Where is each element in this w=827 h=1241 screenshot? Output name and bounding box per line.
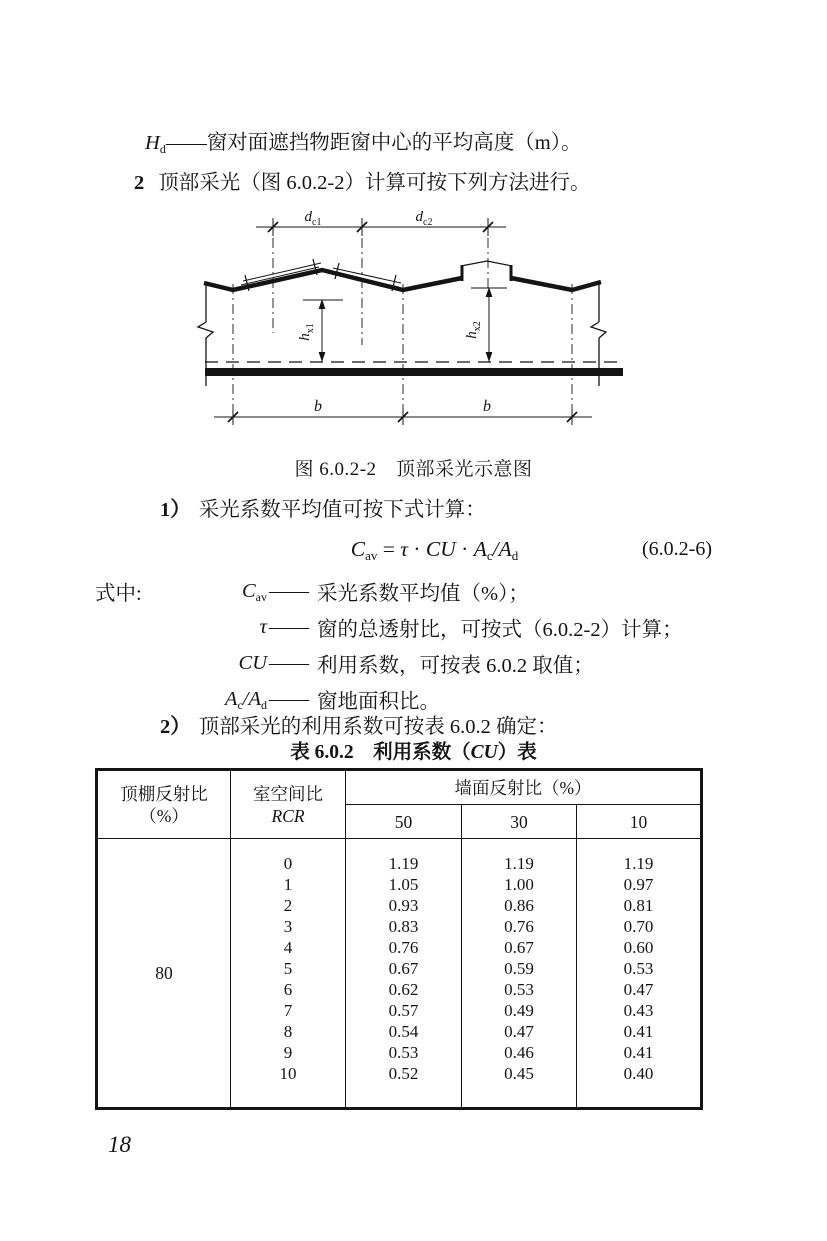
sub-item-1-number: 1）	[160, 499, 191, 521]
sub-item-2-number: 2）	[160, 716, 191, 738]
table-spacer-cell	[577, 1085, 702, 1109]
hd-variable: $H_d$	[145, 132, 166, 156]
hd-description: 窗对面遮挡物距窗中心的平均高度（m）。	[206, 132, 582, 154]
rcr-cell: 2	[231, 896, 346, 917]
cu-cell: 0.62	[346, 980, 462, 1001]
centerlines	[233, 218, 572, 423]
rcr-cell: 6	[231, 980, 346, 1001]
cu-cell: 0.57	[346, 1001, 462, 1022]
cu-cell: 0.86	[462, 896, 577, 917]
label-dc1: $d_{c1}$	[304, 209, 322, 228]
definition-desc-ac-ad: 窗地面积比。	[317, 691, 440, 713]
figure-6-0-2-2	[190, 200, 635, 440]
table-spacer-cell	[462, 1085, 577, 1109]
cu-cell: 0.41	[577, 1043, 702, 1064]
cu-cell: 0.40	[577, 1064, 702, 1085]
monitor-top-line	[461, 261, 512, 266]
definition-row	[95, 609, 730, 645]
definition-desc-tau: 窗的总透射比，可按式（6.0.2-2）计算；	[317, 619, 683, 641]
cu-cell: 0.76	[462, 917, 577, 938]
definition-dash: ——	[269, 579, 308, 602]
label-b-left: b	[314, 398, 322, 415]
item2-text: 顶部采光（图 6.0.2-2）计算可按下列方法进行。	[158, 172, 591, 194]
cu-cell: 0.49	[462, 1001, 577, 1022]
sub-item-2-text: 顶部采光的利用系数可按表 6.0.2 确定：	[198, 716, 558, 738]
definition-row	[95, 573, 730, 609]
label-hx1: $h_{x1}$	[297, 323, 316, 341]
definition-row	[95, 645, 730, 681]
term-cav: $C_{av}$	[241, 579, 267, 604]
definition-dash: ——	[269, 687, 308, 710]
label-hx2: $h_{x2}$	[464, 321, 483, 339]
cu-cell: 0.59	[462, 959, 577, 980]
cu-cell: 0.81	[577, 896, 702, 917]
equation-number: (6.0.2-6)	[642, 538, 712, 560]
hd-definition-line	[145, 130, 730, 156]
item2-line	[134, 170, 730, 196]
cu-cell: 0.46	[462, 1043, 577, 1064]
definition-dash: ——	[269, 651, 308, 674]
utilization-coefficient-table	[95, 768, 703, 1110]
roof-profile	[204, 261, 601, 290]
cu-cell: 0.67	[346, 959, 462, 980]
term-ac-ad: $A_c/A_d$	[224, 687, 267, 712]
sub-item-1-line	[160, 497, 730, 523]
definitions-block	[95, 573, 730, 717]
rcr-cell: 4	[231, 938, 346, 959]
hd-dash: ——	[165, 132, 207, 154]
cu-cell: 1.19	[462, 854, 577, 875]
cu-cell: 0.52	[346, 1064, 462, 1085]
rcr-cell: 8	[231, 1022, 346, 1043]
label-b-right: b	[483, 398, 491, 415]
term-cu: CU	[238, 651, 267, 674]
skylight-glazing-lines	[241, 259, 401, 291]
cu-cell: 0.54	[346, 1022, 462, 1043]
cu-cell: 0.47	[577, 980, 702, 1001]
table-spacer-cell	[231, 1085, 346, 1109]
formula-row	[95, 535, 730, 563]
sub-item-1-text: 采光系数平均值可按下式计算：	[198, 499, 486, 521]
cu-cell: 0.93	[346, 896, 462, 917]
cu-cell: 0.53	[577, 959, 702, 980]
roof-daylighting-diagram	[190, 200, 635, 440]
definition-row	[95, 681, 730, 717]
table-title: 表 6.0.2 利用系数（CU）表	[290, 742, 537, 763]
definition-desc-cav: 采光系数平均值（%）；	[317, 583, 529, 605]
table-spacer-cell	[346, 1085, 462, 1109]
header-wall-10: 10	[577, 805, 702, 839]
rcr-cell: 5	[231, 959, 346, 980]
header-wall-reflectance: 墙面反射比（%）	[346, 770, 702, 805]
cu-cell: 0.60	[577, 938, 702, 959]
cu-cell: 0.67	[462, 938, 577, 959]
rcr-cell: 7	[231, 1001, 346, 1022]
table-spacer-cell	[231, 839, 346, 854]
table-spacer-cell	[346, 839, 462, 854]
formula-6-0-2-6: $C_{av} = \tau$ · CU · $A_c/A_d$	[350, 537, 519, 563]
cu-cell: 0.47	[462, 1022, 577, 1043]
rcr-cell: 10	[231, 1064, 346, 1085]
header-ceiling-reflectance: 顶棚反射比 （%）	[97, 770, 231, 839]
rcr-cell: 3	[231, 917, 346, 938]
definition-dash: ——	[269, 615, 308, 638]
floor-slab	[205, 368, 623, 376]
cu-cell: 0.70	[577, 917, 702, 938]
table-spacer-row	[97, 839, 702, 854]
hx1-arrow-down	[319, 352, 326, 362]
cu-cell: 1.19	[577, 854, 702, 875]
table-spacer-cell	[462, 839, 577, 854]
cu-cell: 1.05	[346, 875, 462, 896]
table-header-row-1	[97, 770, 702, 805]
cu-cell: 0.83	[346, 917, 462, 938]
hx2-arrow-down	[486, 352, 493, 362]
header-wall-50: 50	[346, 805, 462, 839]
cu-cell: 0.76	[346, 938, 462, 959]
header-wall-30: 30	[462, 805, 577, 839]
cu-cell: 1.00	[462, 875, 577, 896]
rcr-cell: 1	[231, 875, 346, 896]
break-symbol-right	[591, 322, 606, 338]
cu-cell: 0.41	[577, 1022, 702, 1043]
cu-cell: 0.53	[346, 1043, 462, 1064]
page-number: 18	[108, 1132, 131, 1157]
cu-cell: 0.97	[577, 875, 702, 896]
figure-caption: 图 6.0.2-2 顶部采光示意图	[294, 459, 533, 480]
cu-cell: 0.53	[462, 980, 577, 1001]
definition-desc-cu: 利用系数，可按表 6.0.2 取值；	[317, 655, 594, 677]
header-room-cavity-ratio: 室空间比 RCR	[231, 770, 346, 839]
table-spacer-cell	[577, 839, 702, 854]
term-tau: τ	[259, 615, 267, 638]
ceiling-reflectance-value: 80	[97, 839, 231, 1109]
rcr-cell: 0	[231, 854, 346, 875]
sub-item-2-line	[160, 714, 730, 740]
item2-number: 2	[134, 172, 145, 194]
rcr-cell: 9	[231, 1043, 346, 1064]
label-dc2: $d_{c2}$	[415, 209, 433, 228]
definitions-lead: 式中:	[95, 583, 142, 605]
break-symbol-left	[198, 322, 213, 338]
cu-cell: 1.19	[346, 854, 462, 875]
cu-cell: 0.43	[577, 1001, 702, 1022]
cu-cell: 0.45	[462, 1064, 577, 1085]
